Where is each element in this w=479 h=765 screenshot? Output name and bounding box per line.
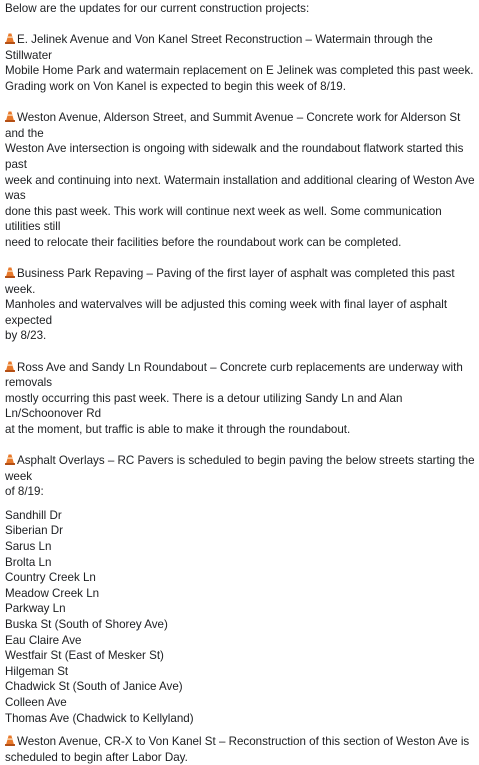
update-sections	[5, 32, 475, 500]
update-line	[5, 141, 475, 172]
update-section-jelinek-von-kanel	[5, 32, 475, 94]
update-text: done this past week. This work will continue next week as well. Some communication utilities still	[5, 205, 442, 234]
update-text: Manholes and watervalves will be adjusted this coming week with final layer of asphalt expected	[5, 298, 447, 327]
update-text: mostly occurring this past week. There is a detour utilizing Sandy Ln and Alan Ln/Schoonover Rd	[5, 392, 402, 421]
update-line	[5, 63, 475, 79]
update-text: Asphalt Overlays – RC Pavers is scheduled to begin paving the below streets starting the week	[5, 454, 475, 483]
street-list-item: Thomas Ave (Chadwick to Kellyland)	[5, 711, 475, 727]
update-line	[5, 391, 475, 422]
update-line	[5, 173, 475, 204]
update-text: of 8/19:	[5, 485, 44, 498]
update-line	[5, 484, 475, 500]
update-text: week and continuing into next. Watermain installation and additional clearing of Weston Ave was	[5, 174, 475, 203]
intro-text	[5, 1, 475, 17]
street-list-item: Parkway Ln	[5, 601, 475, 617]
update-section-weston-alderson-summit	[5, 110, 475, 250]
update-line	[5, 297, 475, 328]
update-line	[5, 750, 475, 765]
update-line	[5, 360, 475, 391]
update-line	[5, 204, 475, 235]
update-line	[5, 422, 475, 438]
update-text: E. Jelinek Avenue and Von Kanel Street Reconstruction – Watermain through the Stillwater	[5, 33, 433, 62]
street-list-item: Brolta Ln	[5, 555, 475, 571]
update-text: Ross Ave and Sandy Ln Roundabout – Concrete curb replacements are underway with removals	[5, 361, 463, 390]
update-line	[5, 266, 475, 297]
street-list-item: Sandhill Dr	[5, 508, 475, 524]
update-line	[5, 32, 475, 63]
update-text: at the moment, but traffic is able to make it through the roundabout.	[5, 423, 350, 436]
update-section-business-park	[5, 266, 475, 344]
update-line	[5, 328, 475, 344]
update-text: Grading work on Von Kanel is expected to begin this week of 8/19.	[5, 80, 346, 93]
update-text: Business Park Repaving – Paving of the first layer of asphalt was completed this past week.	[5, 267, 455, 296]
street-list-item: Siberian Dr	[5, 523, 475, 539]
update-text: scheduled to begin after Labor Day.	[5, 751, 188, 764]
update-text: Weston Ave intersection is ongoing with sidewalk and the roundabout flatwork started this past	[5, 142, 463, 171]
construction-cone-icon	[5, 361, 15, 372]
construction-cone-icon	[5, 735, 15, 746]
street-list-item: Colleen Ave	[5, 695, 475, 711]
street-list-item: Eau Claire Ave	[5, 633, 475, 649]
update-section-weston-cr-x	[5, 734, 475, 765]
update-text: Weston Avenue, CR-X to Von Kanel St – Reconstruction of this section of Weston Ave is	[17, 735, 469, 748]
update-line	[5, 734, 475, 750]
street-list-item: Hilgeman St	[5, 664, 475, 680]
street-list-item: Country Creek Ln	[5, 570, 475, 586]
intro-line: Below are the updates for our current construction projects:	[5, 1, 475, 17]
update-text: need to relocate their facilities before the roundabout work can be completed.	[5, 236, 401, 249]
update-text: Mobile Home Park and watermain replacement on E Jelinek was completed this past week.	[5, 64, 473, 77]
construction-cone-icon	[5, 33, 15, 44]
update-line	[5, 453, 475, 484]
update-text: Weston Avenue, Alderson Street, and Summit Avenue – Concrete work for Alderson St and the	[5, 111, 460, 140]
update-section-asphalt-overlays	[5, 453, 475, 500]
update-section-ross-sandy	[5, 360, 475, 438]
street-list-item: Sarus Ln	[5, 539, 475, 555]
construction-cone-icon	[5, 111, 15, 122]
construction-cone-icon	[5, 267, 15, 278]
street-list	[5, 508, 475, 726]
street-list-item: Buska St (South of Shorey Ave)	[5, 617, 475, 633]
street-list-item: Westfair St (East of Mesker St)	[5, 648, 475, 664]
update-text: by 8/23.	[5, 329, 46, 342]
update-line	[5, 110, 475, 141]
update-line	[5, 79, 475, 95]
construction-cone-icon	[5, 454, 15, 465]
street-list-item: Meadow Creek Ln	[5, 586, 475, 602]
update-line	[5, 235, 475, 251]
street-list-item: Chadwick St (South of Janice Ave)	[5, 679, 475, 695]
